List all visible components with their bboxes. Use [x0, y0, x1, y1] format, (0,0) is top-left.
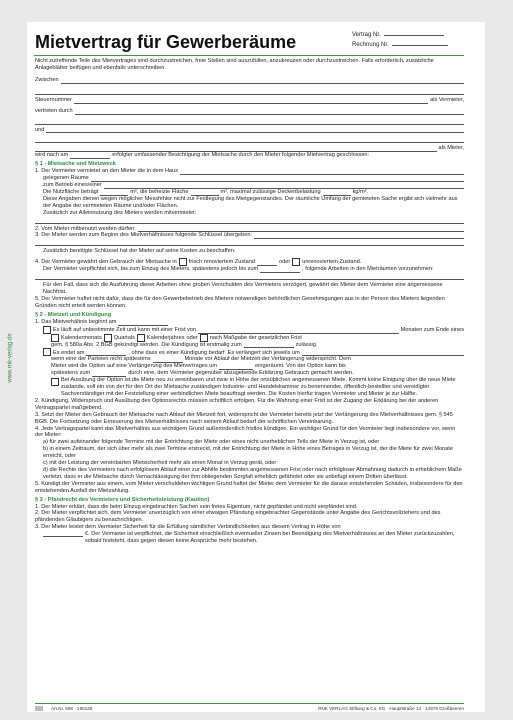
s2-p4: 4. Jede Vertragspartei kann das Mietverhältnis aus wichtigem Grund außerordentlich fristlos kündigen. Ein wichtiger Grund für den Vermieter liegt insbesondere vor, wenn der Mieter:: [35, 425, 456, 439]
landlord-line[interactable]: [35, 88, 464, 95]
header-rule: [34, 55, 464, 56]
form-body: [35, 58, 464, 545]
s2-p4b: b) in einem Zeitraum, der sich über mehr als zwei Termine erstreckt, mit der Entrichtung der Miete in Höhe eines Betrages in Verzug ist, der die Miete für zwei Monate erreicht, oder: [43, 446, 453, 460]
deposit-amount-input[interactable]: [43, 531, 83, 537]
s1-p1b[interactable]: gelegenen Räume: [35, 175, 464, 182]
first-termination-input[interactable]: [244, 342, 294, 348]
unrenovated-checkbox[interactable]: [292, 258, 300, 266]
s3-p3b-row[interactable]: €. Der Vermieter ist verpflichtet, die Sicherheit einschließlich eventueller Zinsen bei Beendigung des Mietverhältnisses an den Mieter zurückzuzahlen, sobald feststeht, dass gegen diesen keine Ansprüche mehr bestehen.: [35, 531, 464, 545]
publisher-info: RNK VERLAG Stiftung & Co. KG · Hauptstraße 14 · 14979 Großbeeren: [318, 706, 464, 711]
rented-row[interactable]: wird nach am erfolgter umfassender Besichtigung der Mietsache durch den Mieter folgender Mietvertrag geschlossen:: [35, 152, 370, 159]
contract-number-label: Vertrag Nr.: [352, 32, 381, 38]
s2-p4d: d) die Rechte des Vermieters nach erfolglosem Ablauf einer zur Abhilfe bestimmten angemessenen Frist oder nach erfolgloser Abmahnung dadurch in erheblichem Maße verletzt, dass er die Mietsache durch Vernachlässigung der ihm obliegenden Sorgfalt erheblich gefährdet oder sie unbefugt einem Dritten überlässt.: [43, 466, 462, 480]
s2-p1b[interactable]: Kalendermonats Quartals Kalenderjahres oder nach Maßgabe der gesetzlichen Frist: [35, 334, 464, 342]
fixed-term-checkbox[interactable]: [43, 348, 51, 356]
s2-p1f[interactable]: Mieter wird die Option auf eine Verlängerung des Mietvertrages um eingeräumt. Von der Option kann bis: [51, 363, 346, 370]
s2-p1d[interactable]: Es endet am , ohne dass es einer Kündigung bedarf. Es verlängert sich jeweils um: [35, 348, 464, 356]
page-footer: [35, 703, 464, 711]
s1-keys-line[interactable]: [35, 239, 464, 246]
s2-p1e[interactable]: wenn eine der Parteien nicht spätestens Monate vor Ablauf der Mietzeit der Verlängerung widerspricht. Dem: [51, 356, 351, 363]
s1-extra-line-1[interactable]: [35, 217, 464, 224]
inspection-date-input[interactable]: [70, 153, 110, 159]
s1-p1d[interactable]: Die Nutzfläche beträgt m², die beheizte Fläche m², maximal zulässige Deckenbelastung kg/m².: [43, 188, 369, 195]
ceiling-load-input[interactable]: [323, 190, 351, 196]
represented-line-2[interactable]: [35, 118, 464, 125]
heated-area-input[interactable]: [191, 190, 219, 196]
lease-start-input[interactable]: [118, 320, 168, 326]
usable-area-input[interactable]: [100, 190, 128, 196]
tenant-line[interactable]: [35, 136, 464, 143]
represented-row[interactable]: vertreten durch: [35, 108, 464, 115]
s2-p4a: a) für zwei aufeinander folgende Termine mit der Entrichtung der Miete oder eines nicht unerheblichen Teils der Miete in Verzug ist, oder: [43, 439, 380, 446]
s1-p1f: Zusätzlich zur Alleinnutzung des Mieters werden mitvermietet:: [43, 209, 197, 216]
statutory-checkbox[interactable]: [200, 334, 208, 342]
s3-p2: 2. Der Mieter verpflichtet sich, dem Vermieter unverzüglich von einer etwaigen Pfändung eingebrachter Gegenstände unter Angabe des Gerichtsvollziehers und des pfändenden Gläubigers zu benachrichtigen.: [35, 510, 441, 524]
s1-p1[interactable]: 1. Der Vermieter vermietet an den Mieter die in dem Haus: [35, 168, 464, 175]
section-2-title: § 2 - Mietzeit und Kündigung: [35, 311, 112, 318]
tenant-row[interactable]: als Mieter,: [35, 145, 464, 152]
s1-p3[interactable]: 3. Der Mieter werden zum Beginn des Mietverhältnisses folgende Schlüssel übergeben:: [35, 232, 464, 239]
s2-p1a[interactable]: Es läuft auf unbestimmte Zeit und kann mit einer Frist von Monaten zum Ende eines: [35, 326, 464, 334]
s2-p1h[interactable]: Bei Ausübung der Option ist die Miete neu zu vereinbaren und zwar in Höhe der ortsüblichen angemessenen Miete. Kommt keine Einigung über die neue Miete zustande, soll ein von der für den Ort der Mietsache zuständigen Industrie- und Handelskammer zu benennender, öffentlich-bestellter und vereidigter Sachverständiger mit der Feststellung einer verbindlichen Miete beauftragt werden. Die Kosten hierfür tragen Vermieter und Mieter je zur Hälfte.: [35, 377, 464, 398]
form-title: Mietvertrag für Gewerberäume: [35, 32, 297, 52]
month-checkbox[interactable]: [51, 334, 59, 342]
between-row[interactable]: Zwischen: [35, 77, 464, 84]
article-number: Art.Nr. 598 · 190128: [51, 706, 93, 711]
works-deadline-input[interactable]: [260, 267, 300, 273]
renovated-checkbox[interactable]: [179, 258, 187, 266]
publisher-url: www.rnk-verlag.de: [7, 333, 14, 383]
s1-p4e[interactable]: Der Vermieter verpflichtet sich, bis zum Einzug des Mieters, spätestens jedoch bis zum , folgende Arbeiten in den Mieträumen vorzunehmen:: [43, 266, 434, 273]
s2-p1[interactable]: 1. Das Mietverhältnis beginnt am: [35, 319, 464, 326]
invoice-number-label: Rechnung Nr.: [352, 42, 389, 48]
s1-p5: 5. Der Vermieter haftet nicht dafür, dass die für den Gewerbebetrieb des Mieters notwendigen behördlichen Genehmigungen aus in der Person des Mieters liegenden Gründen nicht erteilt werden können.: [35, 295, 445, 309]
s3-p3: 3. Der Mieter leistet dem Vermieter Sicherheit für die Erfüllung sämtlicher Verbindlichkeiten aus diesem Vertrag in Höhe von: [35, 524, 341, 531]
intro-text: Nicht zutreffende Teile des Mietvertrages sind durchzustreichen, freie Stellen sind auszufüllen, anzukreuzen oder durchzustreichen. Falls erforderlich, zusätzliche Anlageblätter beifügen und ebenfalls unterschreiben.: [35, 58, 434, 71]
s2-p1c[interactable]: gem. § 580a Abs. 2 BGB gekündigt werden. Die Kündigung ist erstmalig zum zulässig.: [51, 341, 318, 348]
contract-number-field[interactable]: [352, 32, 444, 38]
and-row[interactable]: und: [35, 127, 464, 134]
s1-p3b: Zusätzlich benötigte Schlüssel hat der Mieter auf seine Kosten zu beschaffen.: [43, 248, 236, 255]
section-3-title: § 3 - Pfandrecht des Vermieters und Sicherheitsleistung (Kaution): [35, 496, 210, 503]
s2-p2: 2. Kündigung, Widerspruch und Ausübung des Optionsrechts müssen schriftlich erfolgen. Für die Wahrung einer Frist ist der Zugang der Erklärung bei der anderen Vertragspartei maßgebend.: [35, 397, 439, 411]
quarter-checkbox[interactable]: [104, 334, 112, 342]
invoice-number-field[interactable]: [352, 42, 448, 48]
s2-p5: 5. Kündigt der Vermieter aus einem, vom Mieter verschuldeten wichtigen Grund haftet der Mieter dem Vermieter für die daraus entstehenden Schäden, insbesondere für den entstehenden Ausfall der Mietzahlung.: [35, 480, 463, 494]
s1-p1e: Diese Angaben dienen wegen möglicher Messfehler nicht zur Festlegung des Mietgegenstandes. Der räumliche Umfang der gemieteten Sache ergibt sich vielmehr aus der Angabe der vermieteten Räume und/oder Flächen.: [43, 195, 458, 209]
indefinite-checkbox[interactable]: [43, 326, 51, 334]
option-checkbox[interactable]: [51, 378, 59, 386]
s2-p1g[interactable]: spätestens zum durch eine, dem Vermieter gegenüber abzugebende Erklärung Gebrauch gemacht werden.: [51, 370, 354, 377]
s2-p3: 3. Setzt der Mieter den Gebrauch der Mietsache nach Ablauf der Mietzeit fort, widerspricht der Vermieter bereits jetzt der Verlängerung des Mietverhältnisses gem. § 545 BGB. Die Fortsetzung oder Erneuerung des Mietverhältnisses nach seinem Ablauf bedarf der schriftlichen Vereinbarung.: [35, 411, 453, 425]
s1-p1c[interactable]: zum Betrieb eines/einer: [35, 182, 464, 189]
year-checkbox[interactable]: [137, 334, 145, 342]
s1-p4[interactable]: 4. Der Vermieter gewährt den Gebrauch der Mietsache in frisch renoviertem Zustand oder unrenoviertem Zustand.: [35, 259, 362, 266]
s3-p1: 1. Der Mieter erklärt, dass die beim Einzug eingebrachten Sachen sein freies Eigentum, nicht gepfändet und nicht verpfändet sind.: [35, 503, 358, 510]
s1-p2[interactable]: 2. Vom Mieter mitbenutzt werden dürfen:: [35, 226, 464, 233]
s2-p4c: c) mit der Leistung der vereinbarten Mietsicherheit mehr als einen Monat in Verzug gerät, oder: [43, 460, 277, 467]
tax-row[interactable]: Steuernummer als Vermieter,: [35, 96, 464, 103]
s1-p4g: Für den Fall, dass sich die Ausführung dieser Arbeiten ohne groben Verschulden des Vermieters verzögert, gewährt der Mieter dem Vermieter eine angemessene Nachfrist.: [43, 282, 443, 296]
section-1-title: § 1 - Mietsache und Mietzweck: [35, 161, 116, 168]
s1-works-line[interactable]: [35, 273, 464, 280]
recycle-logo-icon: [35, 706, 43, 711]
